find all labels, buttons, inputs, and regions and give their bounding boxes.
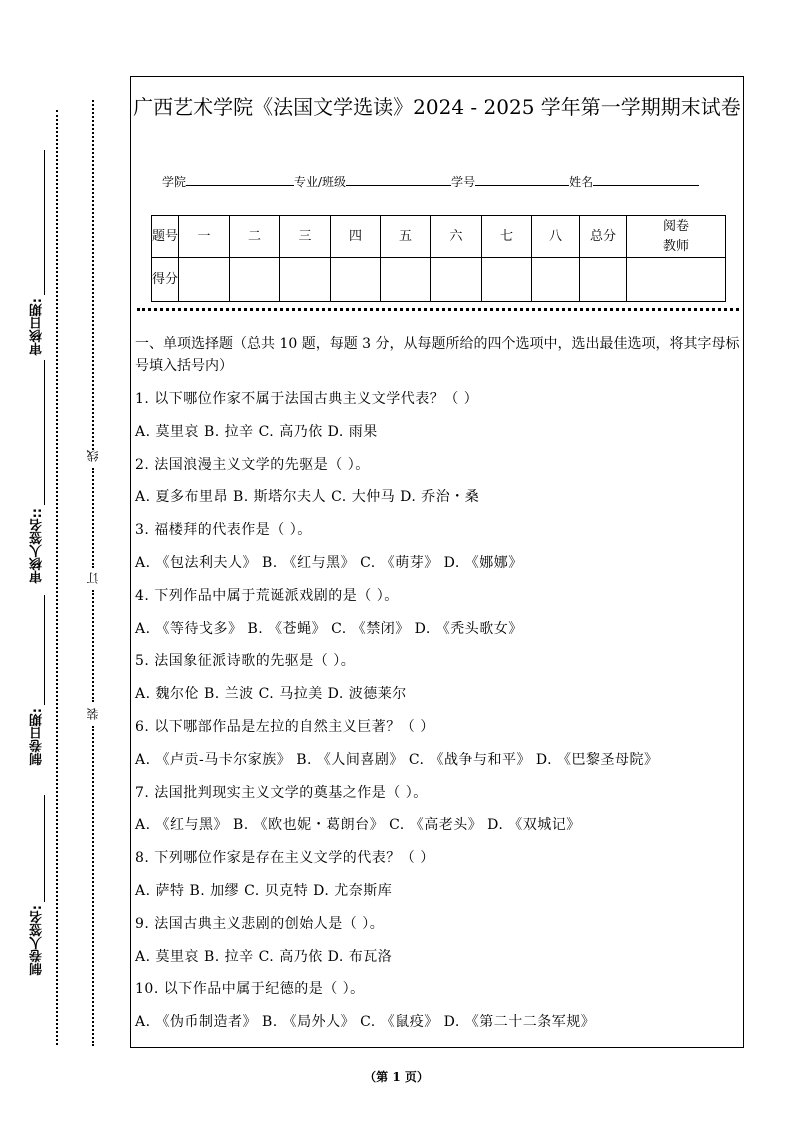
column-header: 五 <box>381 216 431 258</box>
question-text: 9. 法国古典主义悲剧的创始人是（ ）。 <box>135 915 385 932</box>
score-cell[interactable] <box>230 258 280 302</box>
column-header: 二 <box>230 216 280 258</box>
question-options[interactable]: A. 《红与黑》 B. 《欧也妮・葛朗台》 C. 《高老头》 D. 《双城记》 <box>135 817 581 834</box>
major-class-label: 专业/班级 <box>294 175 347 189</box>
column-header: 三 <box>280 216 331 258</box>
major-class-field[interactable] <box>346 172 451 186</box>
question-number-header: 题号 <box>152 216 179 258</box>
question-text: 8. 下列哪位作家是存在主义文学的代表？（ ） <box>135 850 435 867</box>
score-cell[interactable] <box>580 258 627 302</box>
score-cell[interactable] <box>179 258 230 302</box>
binding-dotted-line-top <box>92 100 94 450</box>
binding-dotted-line-bottom <box>92 726 94 1046</box>
question-options[interactable]: A. 魏尔伦 B. 兰波 C. 马拉美 D. 波德莱尔 <box>135 686 407 703</box>
maker-sign-rule <box>44 795 45 902</box>
student-id-label: 学号 <box>451 175 476 189</box>
score-table-score-row <box>152 258 726 302</box>
question-options[interactable]: A. 萨特 B. 加缪 C. 贝克特 D. 尤奈斯库 <box>135 882 393 899</box>
binding-dotted-line-mid1 <box>92 468 94 568</box>
exam-title: 广西艺术学院《法国文学选读》2024 - 2025 学年第一学期期末试卷 <box>133 95 741 119</box>
question-options[interactable]: A. 《包法利夫人》 B. 《红与黑》 C. 《萌芽》 D. 《娜娜》 <box>135 554 523 571</box>
make-date-rule <box>44 595 45 705</box>
binding-dotted-line-mid2 <box>92 590 94 702</box>
question-list <box>135 383 741 1039</box>
question-options[interactable]: A. 《伪币制造者》 B. 《局外人》 C. 《鼠疫》 D. 《第二十二条军规》 <box>135 1014 596 1031</box>
score-table-header-row <box>152 216 726 258</box>
questions-area <box>135 333 741 1039</box>
question-text: 6. 以下哪部作品是左拉的自然主义巨著？（ ） <box>135 718 435 735</box>
question-text: 1. 以下哪位作家不属于法国古典主义文学代表？（ ） <box>135 391 479 407</box>
binding-dotted-line-outer <box>56 110 58 1045</box>
score-cell[interactable] <box>431 258 482 302</box>
reviewer-sign-label: 审核人签名:: <box>30 508 45 584</box>
column-header: 六 <box>431 216 482 258</box>
score-row-header: 得分 <box>152 258 179 302</box>
column-header: 七 <box>482 216 532 258</box>
binding-char-zhuang: 装 <box>86 708 100 720</box>
question-text: 7. 法国批判现实主义文学的奠基之作是（ ）。 <box>135 784 428 801</box>
question-options[interactable]: A. 莫里哀 B. 拉辛 C. 高乃依 D. 雨果 <box>135 423 378 440</box>
dotted-separator <box>137 308 739 311</box>
student-id-field[interactable] <box>475 172 569 186</box>
binding-char-ding: 订 <box>86 572 100 584</box>
review-date-label: 审核日期: <box>30 298 45 356</box>
name-field[interactable] <box>593 172 699 186</box>
score-cell[interactable] <box>532 258 580 302</box>
binding-char-xian: 线 <box>86 450 100 462</box>
question-text: 5. 法国象征派诗歌的先驱是（ ）。 <box>135 653 356 670</box>
reviewer-sign-rule <box>44 360 45 505</box>
total-score-header: 总分 <box>580 216 627 258</box>
college-label: 学院 <box>162 175 187 189</box>
make-date-label: 制卷日期: <box>30 708 45 766</box>
score-cell[interactable] <box>381 258 431 302</box>
question-options[interactable]: A. 夏多布里昂 B. 斯塔尔夫人 C. 大仲马 D. 乔治・桑 <box>135 489 480 506</box>
grader-header <box>627 216 726 258</box>
college-field[interactable] <box>186 172 294 186</box>
question-text: 2. 法国浪漫主义文学的先驱是（ ）。 <box>135 456 370 473</box>
question-text: 4. 下列作品中属于荒诞派戏剧的是（ ）。 <box>135 587 399 604</box>
review-date-rule <box>44 150 45 295</box>
question-text: 3. 福楼拜的代表作是（ ）。 <box>135 522 312 539</box>
section-header: 一、单项选择题（总共 10 题，每题 3 分，从每题所给的四个选项中，选出最佳选项，将其字母标号填入括号内） <box>135 336 740 374</box>
maker-sign-label: 制卷人签名: <box>30 905 45 976</box>
score-table <box>151 215 726 302</box>
name-label: 姓名 <box>569 175 594 189</box>
score-cell[interactable] <box>482 258 532 302</box>
score-cell[interactable] <box>280 258 331 302</box>
grader-header-text: 阅卷教师 <box>662 218 689 254</box>
page-footer: （第 1 页） <box>364 1070 429 1084</box>
column-header: 四 <box>331 216 381 258</box>
score-cell[interactable] <box>627 258 726 302</box>
score-cell[interactable] <box>331 258 381 302</box>
question-options[interactable]: A. 《卢贡-马卡尔家族》 B. 《人间喜剧》 C. 《战争与和平》 D. 《巴黎圣母院》 <box>135 751 659 768</box>
column-header: 一 <box>179 216 230 258</box>
student-info-line <box>162 172 699 190</box>
question-options[interactable]: A. 莫里哀 B. 拉辛 C. 高乃依 D. 布瓦洛 <box>135 948 393 965</box>
column-header: 八 <box>532 216 580 258</box>
question-options[interactable]: A. 《等待戈多》 B. 《苍蝇》 C. 《禁闭》 D. 《秃头歌女》 <box>135 620 523 637</box>
question-text: 10. 以下作品中属于纪德的是（ ）。 <box>135 981 365 998</box>
